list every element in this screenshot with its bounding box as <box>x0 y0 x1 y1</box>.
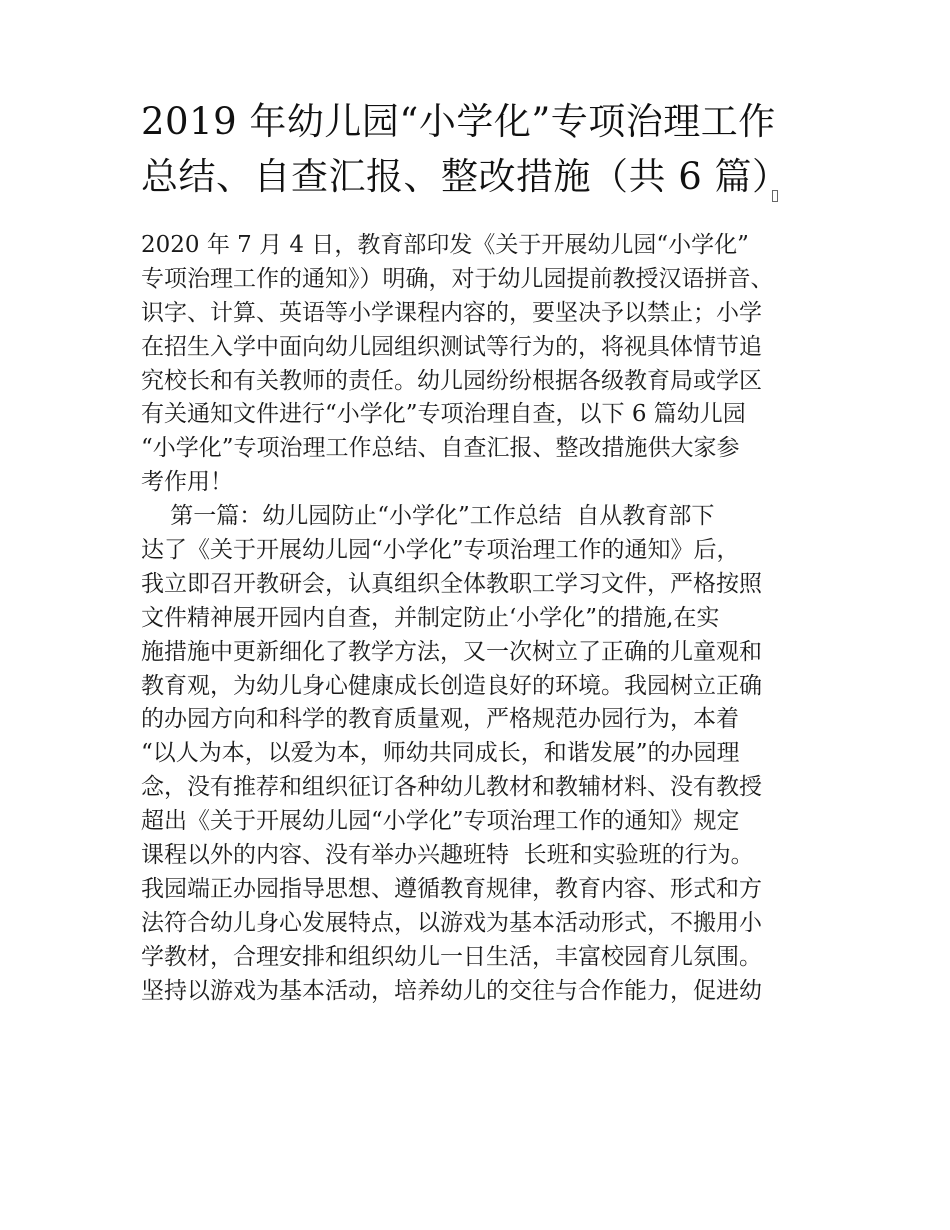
text-line: 究校长和有关教师的责任。幼儿园纷纷根据各级教育局或学区 <box>141 367 762 394</box>
text-line: 识字、计算、英语等小学课程内容的，要坚决予以禁止；小学 <box>141 299 762 326</box>
section-1-paragraph <box>141 500 841 1008</box>
text-line: 念，没有推荐和组织征订各种幼儿教材和教辅材料、没有教授 <box>141 774 762 801</box>
text-line: 有关通知文件进行“小学化”专项治理自查，以下 6 篇幼儿园 <box>141 401 746 428</box>
text-line: 专项治理工作的通知》）明确，对于幼儿园提前教授汉语拼音、 <box>141 265 774 292</box>
text-line: 达了《关于开展幼儿园“小学化”专项治理工作的通知》后， <box>141 537 740 564</box>
text-line: 教育观，为幼儿身心健康成长创造良好的环境。我园树立正确 <box>141 672 762 699</box>
text-line: 法符合幼儿身心发展特点，以游戏为基本活动形式，不搬用小 <box>141 909 762 936</box>
text-line: 课程以外的内容、没有举办兴趣班特 长班和实验班的行为。 <box>141 842 754 869</box>
text-line: 考作用！ <box>141 469 233 496</box>
title-line: 2019 年幼儿园“小学化”专项治理工作 <box>141 100 776 143</box>
text-line: 超出《关于开展幼儿园“小学化”专项治理工作的通知》规定 <box>141 808 740 835</box>
document-title <box>141 94 821 204</box>
text-line: 施措施中更新细化了教学方法，又一次树立了正确的儿童观和 <box>141 638 762 665</box>
text-line: 2020 年 7 月 4 日，教育部印发《关于开展幼儿园“小学化” <box>141 232 749 258</box>
text-line: 我园端正办园指导思想、遵循教育规律，教育内容、形式和方 <box>141 875 762 902</box>
document-body <box>141 229 841 1008</box>
text-line: 第一篇：幼儿园防止“小学化”工作总结 自从教育部下 <box>141 503 715 530</box>
text-line: “小学化”专项治理工作总结、自查汇报、整改措施供大家参 <box>141 435 740 462</box>
intro-paragraph <box>141 229 841 500</box>
text-line: 在招生入学中面向幼儿园组织测试等行为的，将视具体情节追 <box>141 333 762 360</box>
text-line: 学教材，合理安排和组织幼儿一日生活，丰富校园育儿氛围。 <box>141 943 762 970</box>
title-line: 总结、自查汇报、整改措施（共 6 篇） <box>141 155 790 198</box>
text-line: “以人为本，以爱为本，师幼共同成长，和谐发展”的办园理 <box>141 740 740 767</box>
text-line: 我立即召开教研会，认真组织全体教职工学习文件，严格按照 <box>141 570 762 597</box>
text-line: 的办园方向和科学的教育质量观，严格规范办园行为，本着 <box>141 706 739 733</box>
missing-glyph-icon <box>772 190 778 202</box>
text-line: 文件精神展开园内自查，并制定防止‘小学化”的措施,在实 <box>141 604 720 631</box>
text-line: 坚持以游戏为基本活动，培养幼儿的交往与合作能力，促进幼 <box>141 977 762 1004</box>
